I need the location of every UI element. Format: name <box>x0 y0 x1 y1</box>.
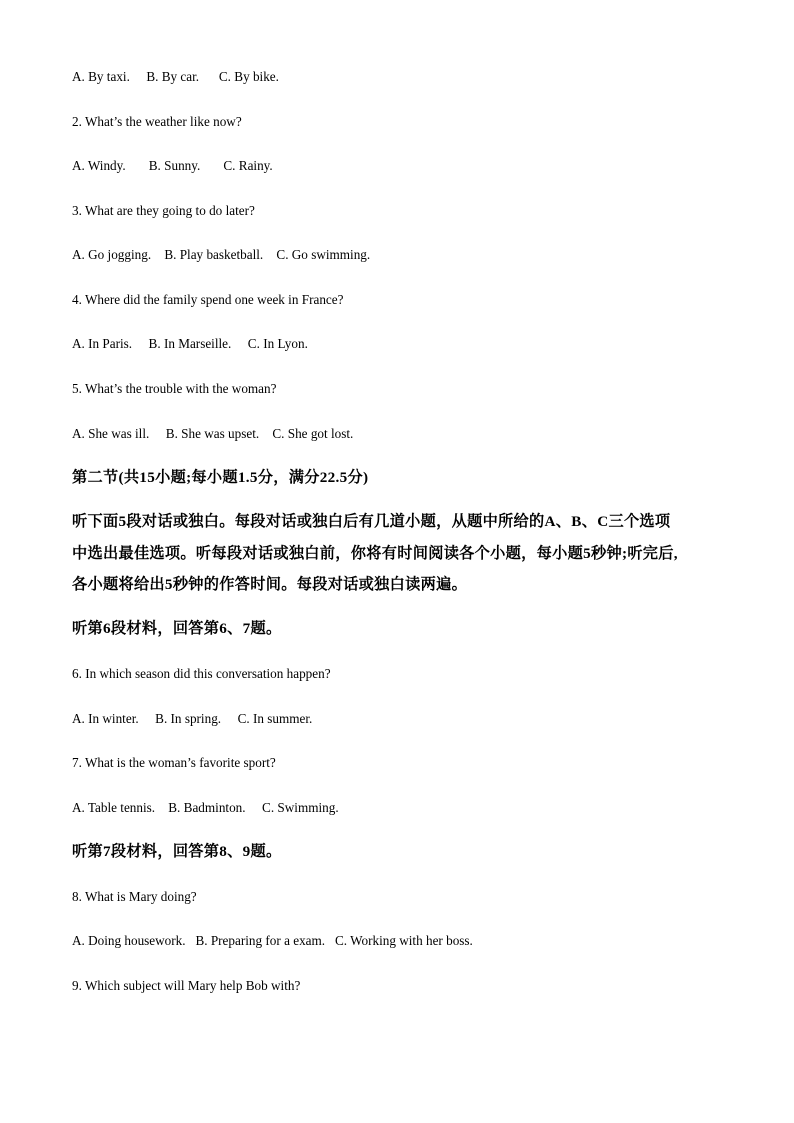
question-6-options: A. In winter. B. In spring. C. In summer. <box>72 711 313 726</box>
question-3-options: A. Go jogging. B. Play basketball. C. Go swimming. <box>72 247 371 262</box>
material-7-heading: 听第7段材料，回答第8、9题。 <box>72 843 282 860</box>
section-instructions-line-2: 中选出最佳选项。听每段对话或独白前，你将有时间阅读各个小题，每小题5秒钟;听完后, <box>72 545 678 562</box>
question-2-text: 2. What’s the weather like now? <box>72 114 242 129</box>
question-2-options: A. Windy. B. Sunny. C. Rainy. <box>72 158 273 173</box>
question-1-options: A. By taxi. B. By car. C. By bike. <box>72 69 279 84</box>
question-5-text: 5. What’s the trouble with the woman? <box>72 381 277 396</box>
section-instructions-line-1: 听下面5段对话或独白。每段对话或独白后有几道小题，从题中所给的A、B、C三个选项 <box>72 513 671 530</box>
question-4-text: 4. Where did the family spend one week in France? <box>72 292 344 307</box>
section-heading: 第二节(共15小题;每小题1.5分，满分22.5分) <box>72 469 369 486</box>
section-instructions-line-3: 各小题将给出5秒钟的作答时间。每段对话或独白读两遍。 <box>72 576 468 593</box>
question-8-options: A. Doing housework. B. Preparing for a exam. C. Working with her boss. <box>72 933 473 948</box>
question-4-options: A. In Paris. B. In Marseille. C. In Lyon. <box>72 336 308 351</box>
question-9-text: 9. Which subject will Mary help Bob with? <box>72 978 301 993</box>
question-7-text: 7. What is the woman’s favorite sport? <box>72 755 276 770</box>
material-6-heading: 听第6段材料，回答第6、7题。 <box>72 620 282 637</box>
question-3-text: 3. What are they going to do later? <box>72 203 255 218</box>
question-7-options: A. Table tennis. B. Badminton. C. Swimming. <box>72 800 339 815</box>
question-6-text: 6. In which season did this conversation happen? <box>72 666 331 681</box>
question-5-options: A. She was ill. B. She was upset. C. She got lost. <box>72 426 354 441</box>
question-8-text: 8. What is Mary doing? <box>72 889 197 904</box>
